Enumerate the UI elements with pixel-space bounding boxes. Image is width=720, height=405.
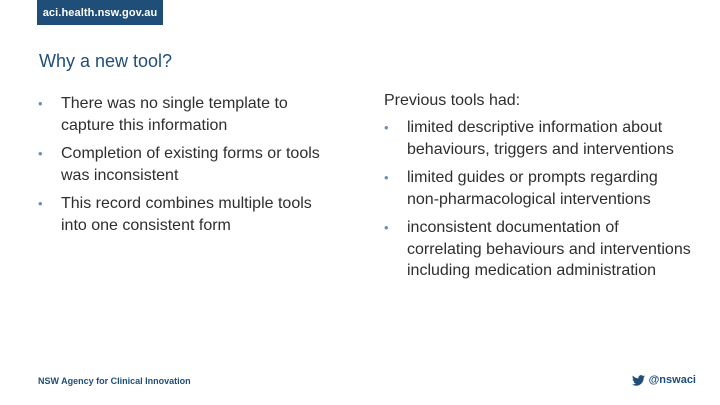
- list-item: [38, 93, 338, 136]
- url-banner[interactable]: [37, 0, 163, 25]
- agency-logo-text: NSW Agency for Clinical Innovation: [38, 376, 191, 386]
- right-column: [384, 90, 694, 289]
- list-item: [384, 167, 694, 210]
- list-item-text: limited guides or prompts regarding non-pharmacological interventions: [407, 169, 658, 208]
- bullet-icon: •: [384, 170, 389, 185]
- list-item: [38, 143, 338, 186]
- bullet-icon: •: [384, 120, 389, 135]
- right-bullet-list: [384, 117, 694, 282]
- slide-title: Why a new tool?: [39, 51, 173, 71]
- list-item: [384, 217, 694, 282]
- list-item-text: inconsistent documentation of correlating behaviours and interventions including medication administration: [407, 219, 691, 279]
- twitter-handle-text: @nswaci: [648, 374, 696, 386]
- list-item: [38, 193, 338, 236]
- bullet-icon: •: [38, 146, 43, 161]
- list-item-text: Completion of existing forms or tools was inconsistent: [61, 145, 320, 184]
- list-item-text: This record combines multiple tools into one consistent form: [61, 195, 312, 234]
- list-item: [384, 117, 694, 160]
- left-column: [38, 93, 338, 243]
- right-lead-text: Previous tools had:: [384, 92, 521, 109]
- twitter-handle[interactable]: [632, 374, 696, 386]
- url-text: aci.health.nsw.gov.au: [42, 6, 158, 19]
- bullet-icon: •: [38, 96, 43, 111]
- twitter-bird-icon: [632, 375, 645, 386]
- left-bullet-list: [38, 93, 338, 236]
- list-item-text: There was no single template to capture this information: [61, 95, 288, 134]
- list-item-text: limited descriptive information about behaviours, triggers and interventions: [407, 119, 674, 158]
- bullet-icon: •: [38, 196, 43, 211]
- bullet-icon: •: [384, 220, 389, 235]
